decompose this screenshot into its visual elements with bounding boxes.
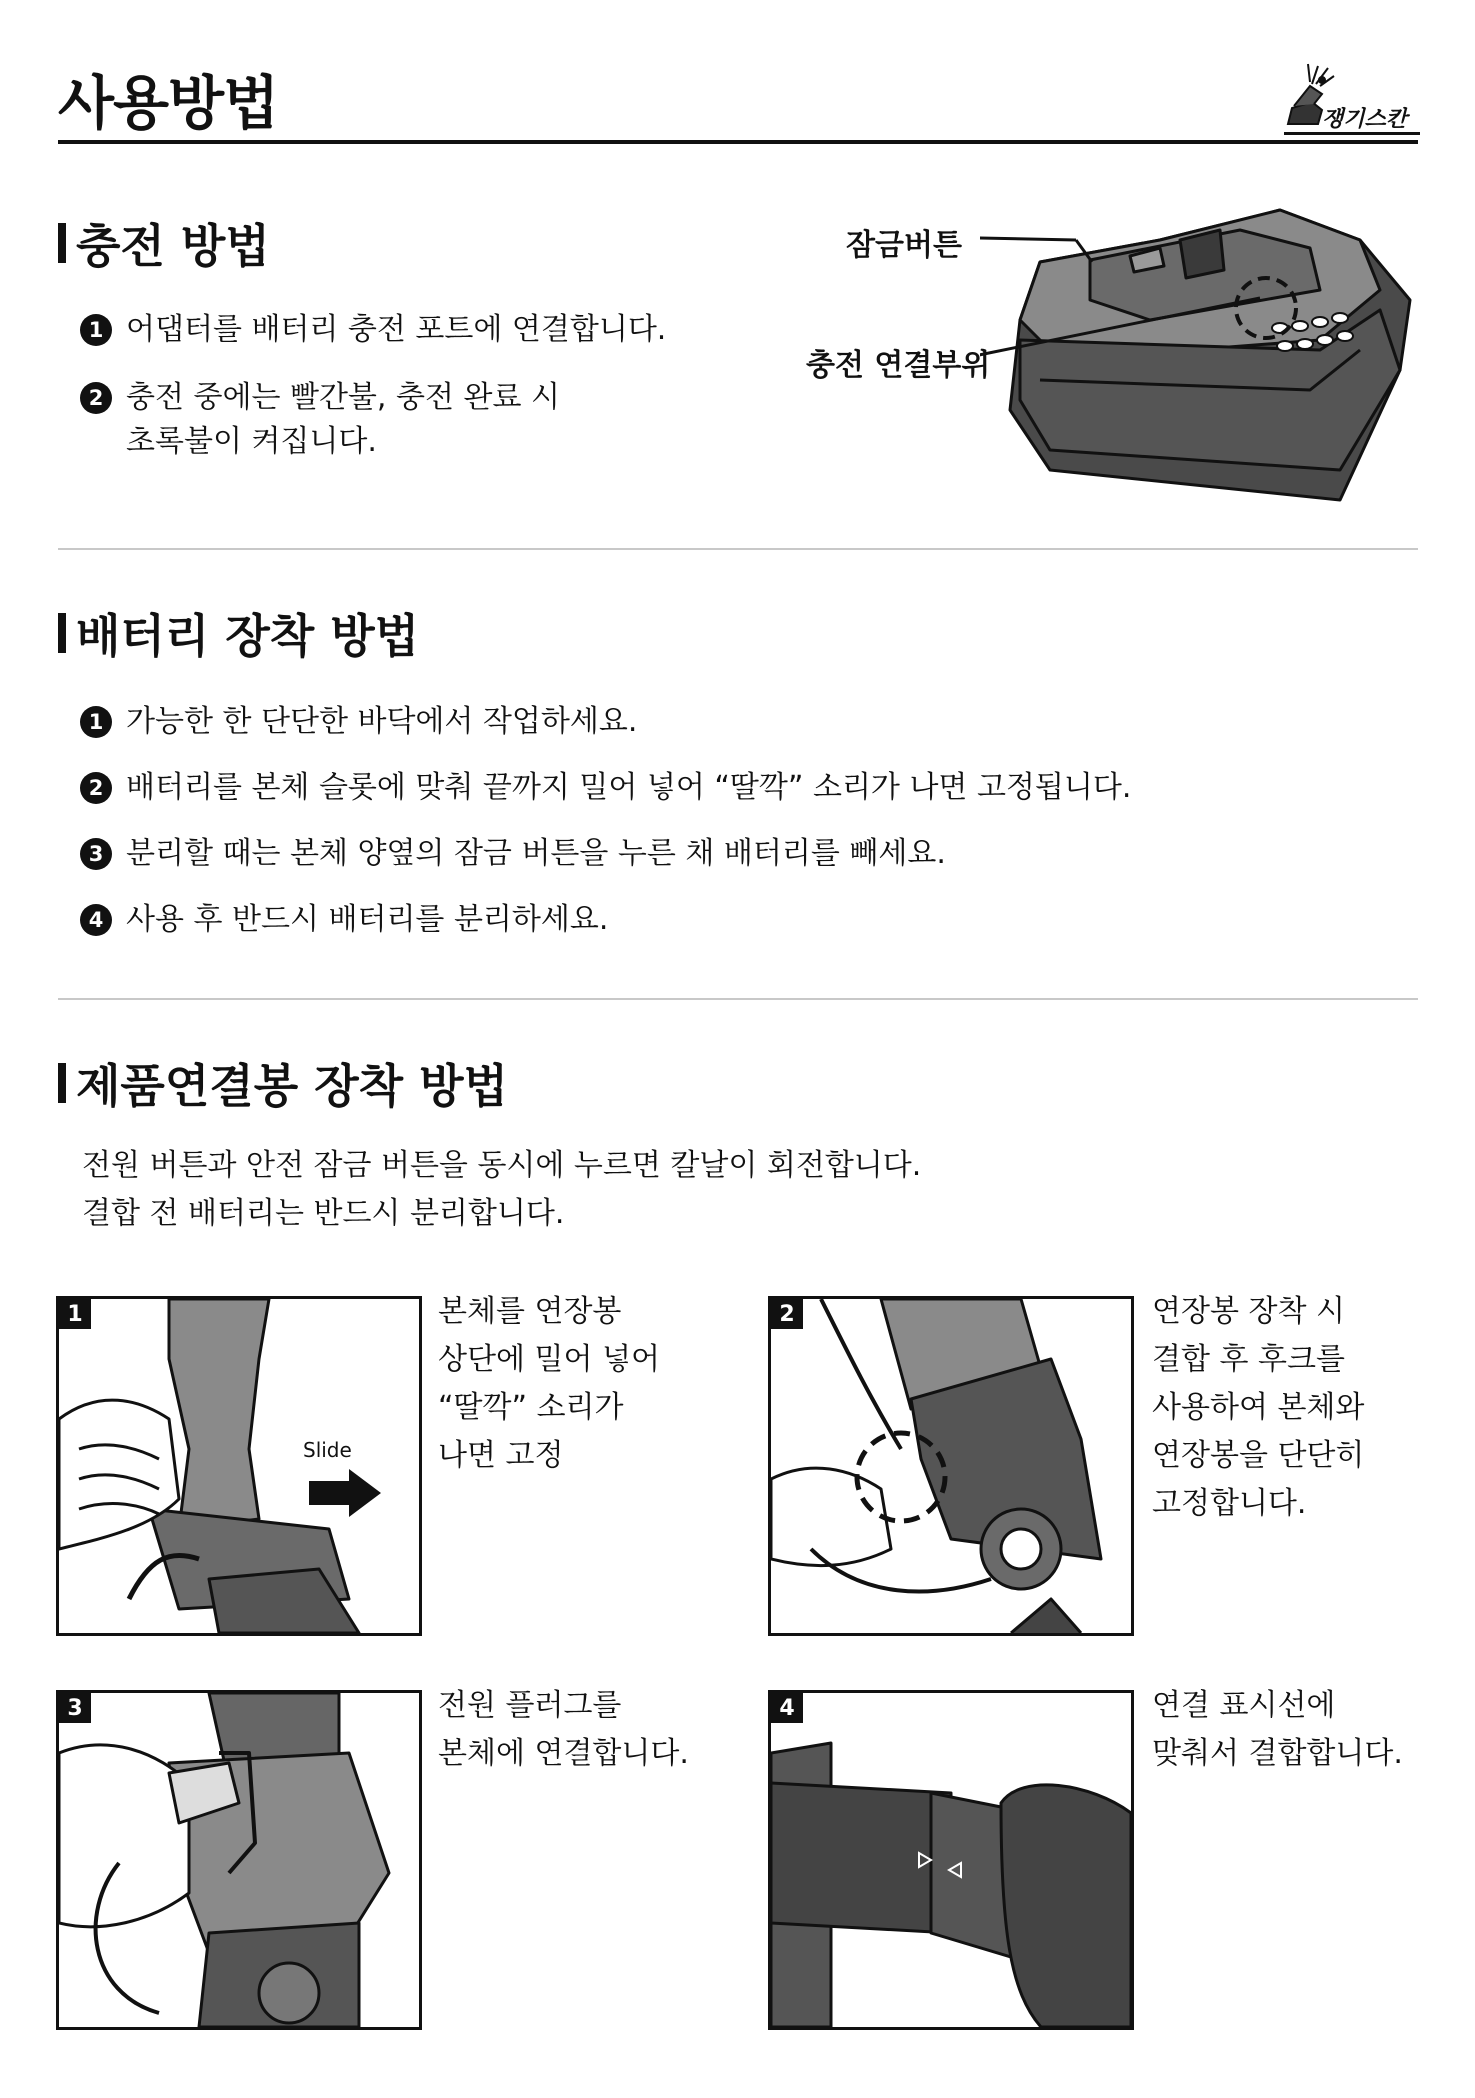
panel-text-line: 전원 플러그를 bbox=[438, 1688, 622, 1723]
title-rule bbox=[58, 140, 1418, 144]
lock-button-label: 잠금버튼 bbox=[846, 228, 962, 263]
rod-intro bbox=[82, 1142, 921, 1238]
rod-align-illustration bbox=[771, 1693, 1131, 2027]
step-number: 2 bbox=[80, 382, 112, 414]
intro-line: 결합 전 배터리는 반드시 분리합니다. bbox=[82, 1196, 565, 1231]
panel-text-line: 나면 고정 bbox=[438, 1438, 564, 1473]
panel-text-line: “딸깍” 소리가 bbox=[438, 1390, 624, 1425]
step-text: 배터리를 본체 슬롯에 맞춰 끝까지 밀어 넣어 “딸깍” 소리가 나면 고정됩니다. bbox=[126, 770, 1132, 805]
step-text: 사용 후 반드시 배터리를 분리하세요. bbox=[126, 902, 609, 937]
step-text: 어댑터를 배터리 충전 포트에 연결합니다. bbox=[126, 312, 667, 347]
panel-4-text bbox=[1152, 1682, 1403, 1778]
plug-illustration bbox=[59, 1693, 419, 2027]
slide-label: Slide bbox=[303, 1438, 352, 1462]
step-text: 분리할 때는 본체 양옆의 잠금 버튼을 누른 채 배터리를 빼세요. bbox=[126, 836, 946, 871]
hook-illustration bbox=[771, 1299, 1131, 1633]
charge-port-label: 충전 연결부위 bbox=[806, 348, 991, 383]
panel-number: 4 bbox=[771, 1693, 803, 1723]
panel-text-line: 연결 표시선에 bbox=[1152, 1688, 1336, 1723]
step-number: 2 bbox=[80, 772, 112, 804]
panel-number: 2 bbox=[771, 1299, 803, 1329]
step-number: 1 bbox=[80, 314, 112, 346]
section-divider bbox=[58, 998, 1418, 1000]
panel-number: 1 bbox=[59, 1299, 91, 1329]
panel-text-line: 연장봉을 단단히 bbox=[1152, 1438, 1365, 1473]
battery-illustration bbox=[980, 200, 1420, 510]
step-number: 1 bbox=[80, 706, 112, 738]
brand-name: 쟁기스칸 bbox=[1322, 107, 1408, 132]
step-number: 3 bbox=[80, 838, 112, 870]
battery-step-1 bbox=[80, 700, 637, 744]
section-title-charging bbox=[58, 210, 270, 276]
panel-text-line: 결합 후 후크를 bbox=[1152, 1342, 1345, 1377]
panel-text-line: 본체를 연장봉 bbox=[438, 1294, 622, 1329]
panel-text-line: 상단에 밀어 넣어 bbox=[438, 1342, 660, 1377]
section-title-rod bbox=[58, 1050, 508, 1116]
battery-step-2 bbox=[80, 766, 1131, 810]
panel-3-text bbox=[438, 1682, 689, 1778]
panel-text-line: 본체에 연결합니다. bbox=[438, 1736, 689, 1771]
panel-2-illustration bbox=[768, 1296, 1134, 1636]
section-bar bbox=[58, 1063, 66, 1103]
brand-logo bbox=[1282, 58, 1422, 140]
charging-step-1 bbox=[80, 308, 666, 352]
section-title-text: 충전 방법 bbox=[76, 219, 270, 273]
panel-1-illustration bbox=[56, 1296, 422, 1636]
section-title-text: 제품연결봉 장착 방법 bbox=[76, 1059, 508, 1113]
charging-step-2 bbox=[80, 376, 560, 464]
slide-illustration bbox=[59, 1299, 419, 1633]
intro-line: 전원 버튼과 안전 잠금 버튼을 동시에 누르면 칼날이 회전합니다. bbox=[82, 1148, 922, 1183]
battery-step-4 bbox=[80, 898, 608, 942]
step-text-line: 충전 중에는 빨간불, 충전 완료 시 bbox=[126, 380, 560, 415]
section-title-text: 배터리 장착 방법 bbox=[76, 609, 420, 663]
panel-number: 3 bbox=[59, 1693, 91, 1723]
step-text: 가능한 한 단단한 바닥에서 작업하세요. bbox=[126, 704, 638, 739]
page-title: 사용방법 bbox=[58, 69, 279, 137]
section-bar bbox=[58, 223, 66, 263]
step-number: 4 bbox=[80, 904, 112, 936]
panel-2-text bbox=[1152, 1288, 1364, 1528]
section-bar bbox=[58, 613, 66, 653]
panel-text-line: 연장봉 장착 시 bbox=[1152, 1294, 1345, 1329]
panel-3-illustration bbox=[56, 1690, 422, 2030]
panel-1-text bbox=[438, 1288, 660, 1480]
battery-step-3 bbox=[80, 832, 946, 876]
panel-text-line: 고정합니다. bbox=[1152, 1486, 1307, 1521]
section-divider bbox=[58, 548, 1418, 550]
panel-4-illustration bbox=[768, 1690, 1134, 2030]
panel-text-line: 사용하여 본체와 bbox=[1152, 1390, 1365, 1425]
brand-underline bbox=[1284, 132, 1420, 135]
step-text-line: 초록불이 켜집니다. bbox=[126, 424, 377, 459]
panel-text-line: 맞춰서 결합합니다. bbox=[1152, 1736, 1403, 1771]
section-title-battery bbox=[58, 600, 419, 666]
